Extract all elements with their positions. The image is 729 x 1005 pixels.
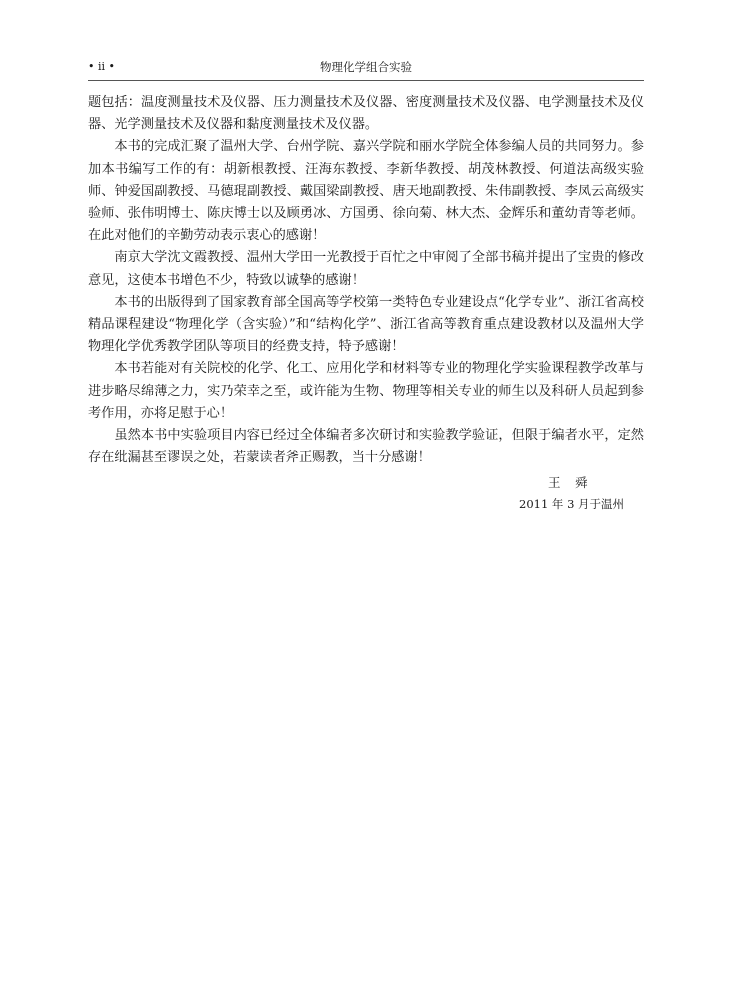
header-rule bbox=[88, 80, 644, 81]
body-text bbox=[88, 92, 644, 469]
running-title: 物理化学组合实验 bbox=[320, 60, 412, 74]
paragraph-continued: 题包括：温度测量技术及仪器、压力测量技术及仪器、密度测量技术及仪器、电学测量技术及仪器、光学测量技术及仪器和黏度测量技术及仪器。 bbox=[88, 95, 644, 133]
signature-date: 2011 年 3 月于温州 bbox=[519, 497, 625, 511]
page-header bbox=[88, 58, 644, 78]
paragraph-reviewers: 南京大学沈文霞教授、温州大学田一光教授于百忙之中审阅了全部书稿并提出了宝贵的修改意见，这使本书增色不少，特致以诚挚的感谢！ bbox=[88, 250, 644, 288]
paragraph-funding: 本书的出版得到了国家教育部全国高等学校第一类特色专业建设点“化学专业”、浙江省高校精品课程建设“物理化学（含实验）”和“结构化学”、浙江省高等教育重点建设教材以及温州大学物理化学优秀教学团队等项目的经费支持，特予感谢！ bbox=[88, 294, 644, 355]
paragraph-disclaimer: 虽然本书中实验项目内容已经过全体编者多次研讨和实验教学验证，但限于编者水平，定然存在纰漏甚至谬误之处，若蒙读者斧正赐教，当十分感谢！ bbox=[88, 428, 644, 466]
signature-block bbox=[0, 474, 729, 514]
author-name: 王 舜 bbox=[548, 475, 589, 490]
paragraph-contributors: 本书的完成汇聚了温州大学、台州学院、嘉兴学院和丽水学院全体参编人员的共同努力。参加本书编写工作的有：胡新根教授、汪海东教授、李新华教授、胡茂林教授、何道法高级实验师、钟爱国副教授、马德琨副教授、戴国梁副教授、唐天地副教授、朱伟副教授、李凤云高级实验师、张伟明博士、陈庆博士以及顾勇冰、方国勇、徐向菊、林大杰、金辉乐和董幼青等老师。在此对他们的辛勤劳动表示衷心的感谢！ bbox=[88, 139, 644, 244]
paragraph-purpose: 本书若能对有关院校的化学、化工、应用化学和材料等专业的物理化学实验课程教学改革与进步略尽绵薄之力，实乃荣幸之至，或许能为生物、物理等相关专业的师生以及科研人员起到参考作用，亦将足慰于心！ bbox=[88, 361, 644, 421]
page-number: • ii • bbox=[88, 60, 116, 73]
